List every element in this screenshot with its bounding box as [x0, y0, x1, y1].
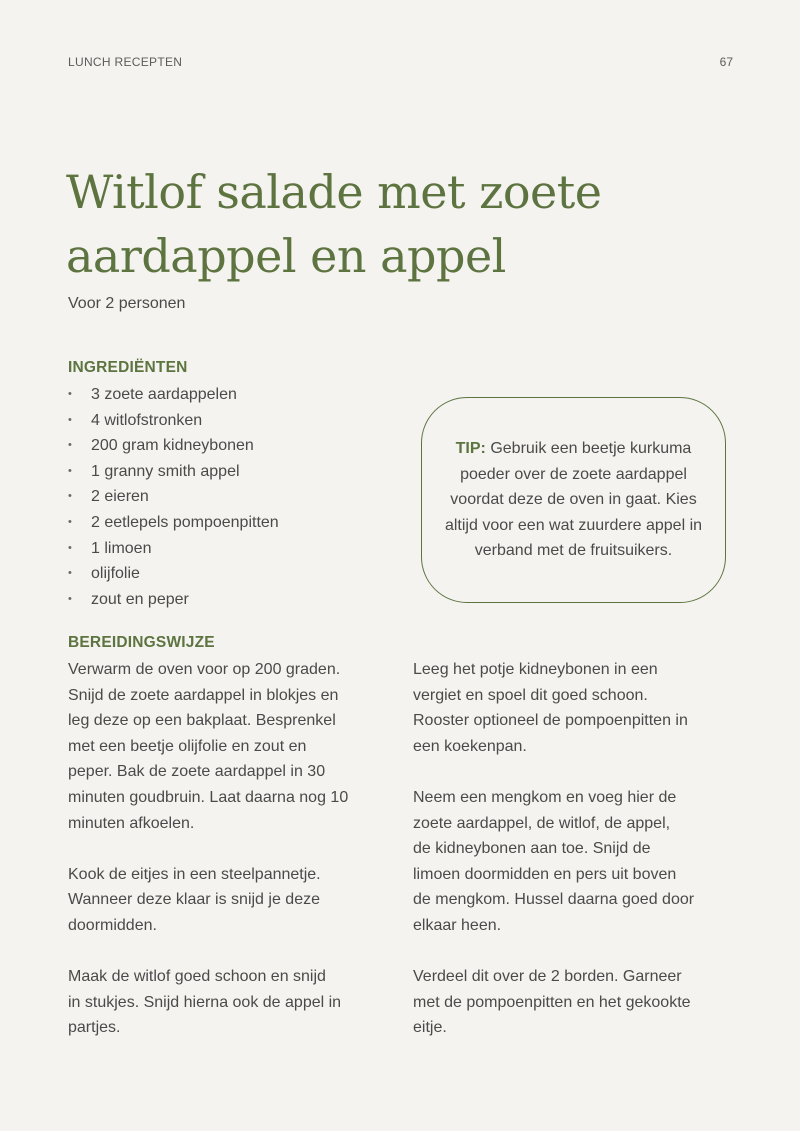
ingredient-text: olijfolie: [91, 565, 140, 583]
ingredient-text: 3 zoete aardappelen: [91, 386, 237, 403]
method-paragraph: Verwarm de oven voor op 200 graden. Snijd de zoete aardappel in blokjes en leg deze op een bakplaat. Besprenkel met een beetje olijfolie en zout en peper. Bak de zoete aardappel in 30 minuten goudbruin. Laat daarna nog 10 minuten afkoelen.: [68, 661, 349, 832]
ingredient-item: [68, 433, 279, 459]
tip-label: TIP:: [455, 440, 486, 458]
ingredient-item: [68, 459, 279, 485]
bullet-icon: •: [68, 464, 72, 477]
bullet-icon: •: [68, 592, 72, 605]
ingredients-heading: INGREDIËNTEN: [68, 359, 188, 376]
ingredient-text: 1 granny smith appel: [91, 462, 240, 480]
ingredient-text: 1 limoen: [91, 539, 152, 557]
ingredient-item: [68, 408, 279, 434]
tip-body: Gebruik een beetje kurkuma poeder over de zoete aardappel voordat deze de oven in gaat. Kies altijd voor een wat zuurdere appel in verband met de fruitsuikers.: [444, 440, 703, 560]
ingredient-item: [68, 561, 279, 587]
ingredients-list: [68, 382, 279, 612]
running-header-section: LUNCH RECEPTEN: [68, 55, 183, 69]
ingredient-item: [68, 484, 279, 510]
method-paragraph: Verdeel dit over de 2 borden. Garneer met de pompoenpitten en het gekookte eitje.: [413, 968, 691, 1037]
tip-text: [440, 436, 707, 564]
tip-box: [421, 397, 726, 603]
method-paragraph: Neem een mengkom en voeg hier de zoete aardappel, de witlof, de appel, de kidneybonen aan toe. Snijd de limoen doormidden en pers uit boven de mengkom. Hussel daarna goed door elkaar heen.: [413, 788, 695, 934]
method-column-left: [68, 657, 388, 1067]
bullet-icon: •: [68, 413, 72, 426]
method-paragraph: Kook de eitjes in een steelpannetje. Wanneer deze klaar is snijd je deze doormidden.: [68, 865, 321, 934]
bullet-icon: •: [68, 490, 72, 503]
method-column-right: [413, 657, 743, 1067]
bullet-icon: •: [68, 541, 72, 554]
ingredient-text: 2 eetlepels pompoenpitten: [91, 513, 279, 531]
bullet-icon: •: [68, 388, 72, 400]
ingredient-text: 200 gram kidneybonen: [91, 437, 254, 455]
ingredient-text: zout en peper: [91, 590, 189, 608]
bullet-icon: •: [68, 567, 72, 580]
recipe-title: Witlof salade met zoete aardappel en appel: [66, 165, 602, 283]
ingredient-text: 4 witlofstronken: [91, 411, 203, 429]
page-number: 67: [719, 55, 733, 69]
ingredient-item: [68, 587, 279, 613]
method-paragraph: Leeg het potje kidneybonen in een vergiet en spoel dit goed schoon. Rooster optioneel de pompoenpitten in een koekenpan.: [413, 661, 688, 755]
ingredient-item: [68, 382, 279, 408]
method-paragraph: Maak de witlof goed schoon en snijd in stukjes. Snijd hierna ook de appel in partjes.: [68, 968, 342, 1037]
bullet-icon: •: [68, 515, 72, 528]
method-heading: BEREIDINGSWIJZE: [68, 634, 215, 651]
ingredient-item: [68, 510, 279, 536]
servings-subtitle: Voor 2 personen: [68, 295, 186, 312]
ingredient-item: [68, 536, 279, 562]
bullet-icon: •: [68, 439, 72, 452]
ingredient-text: 2 eieren: [91, 488, 149, 506]
